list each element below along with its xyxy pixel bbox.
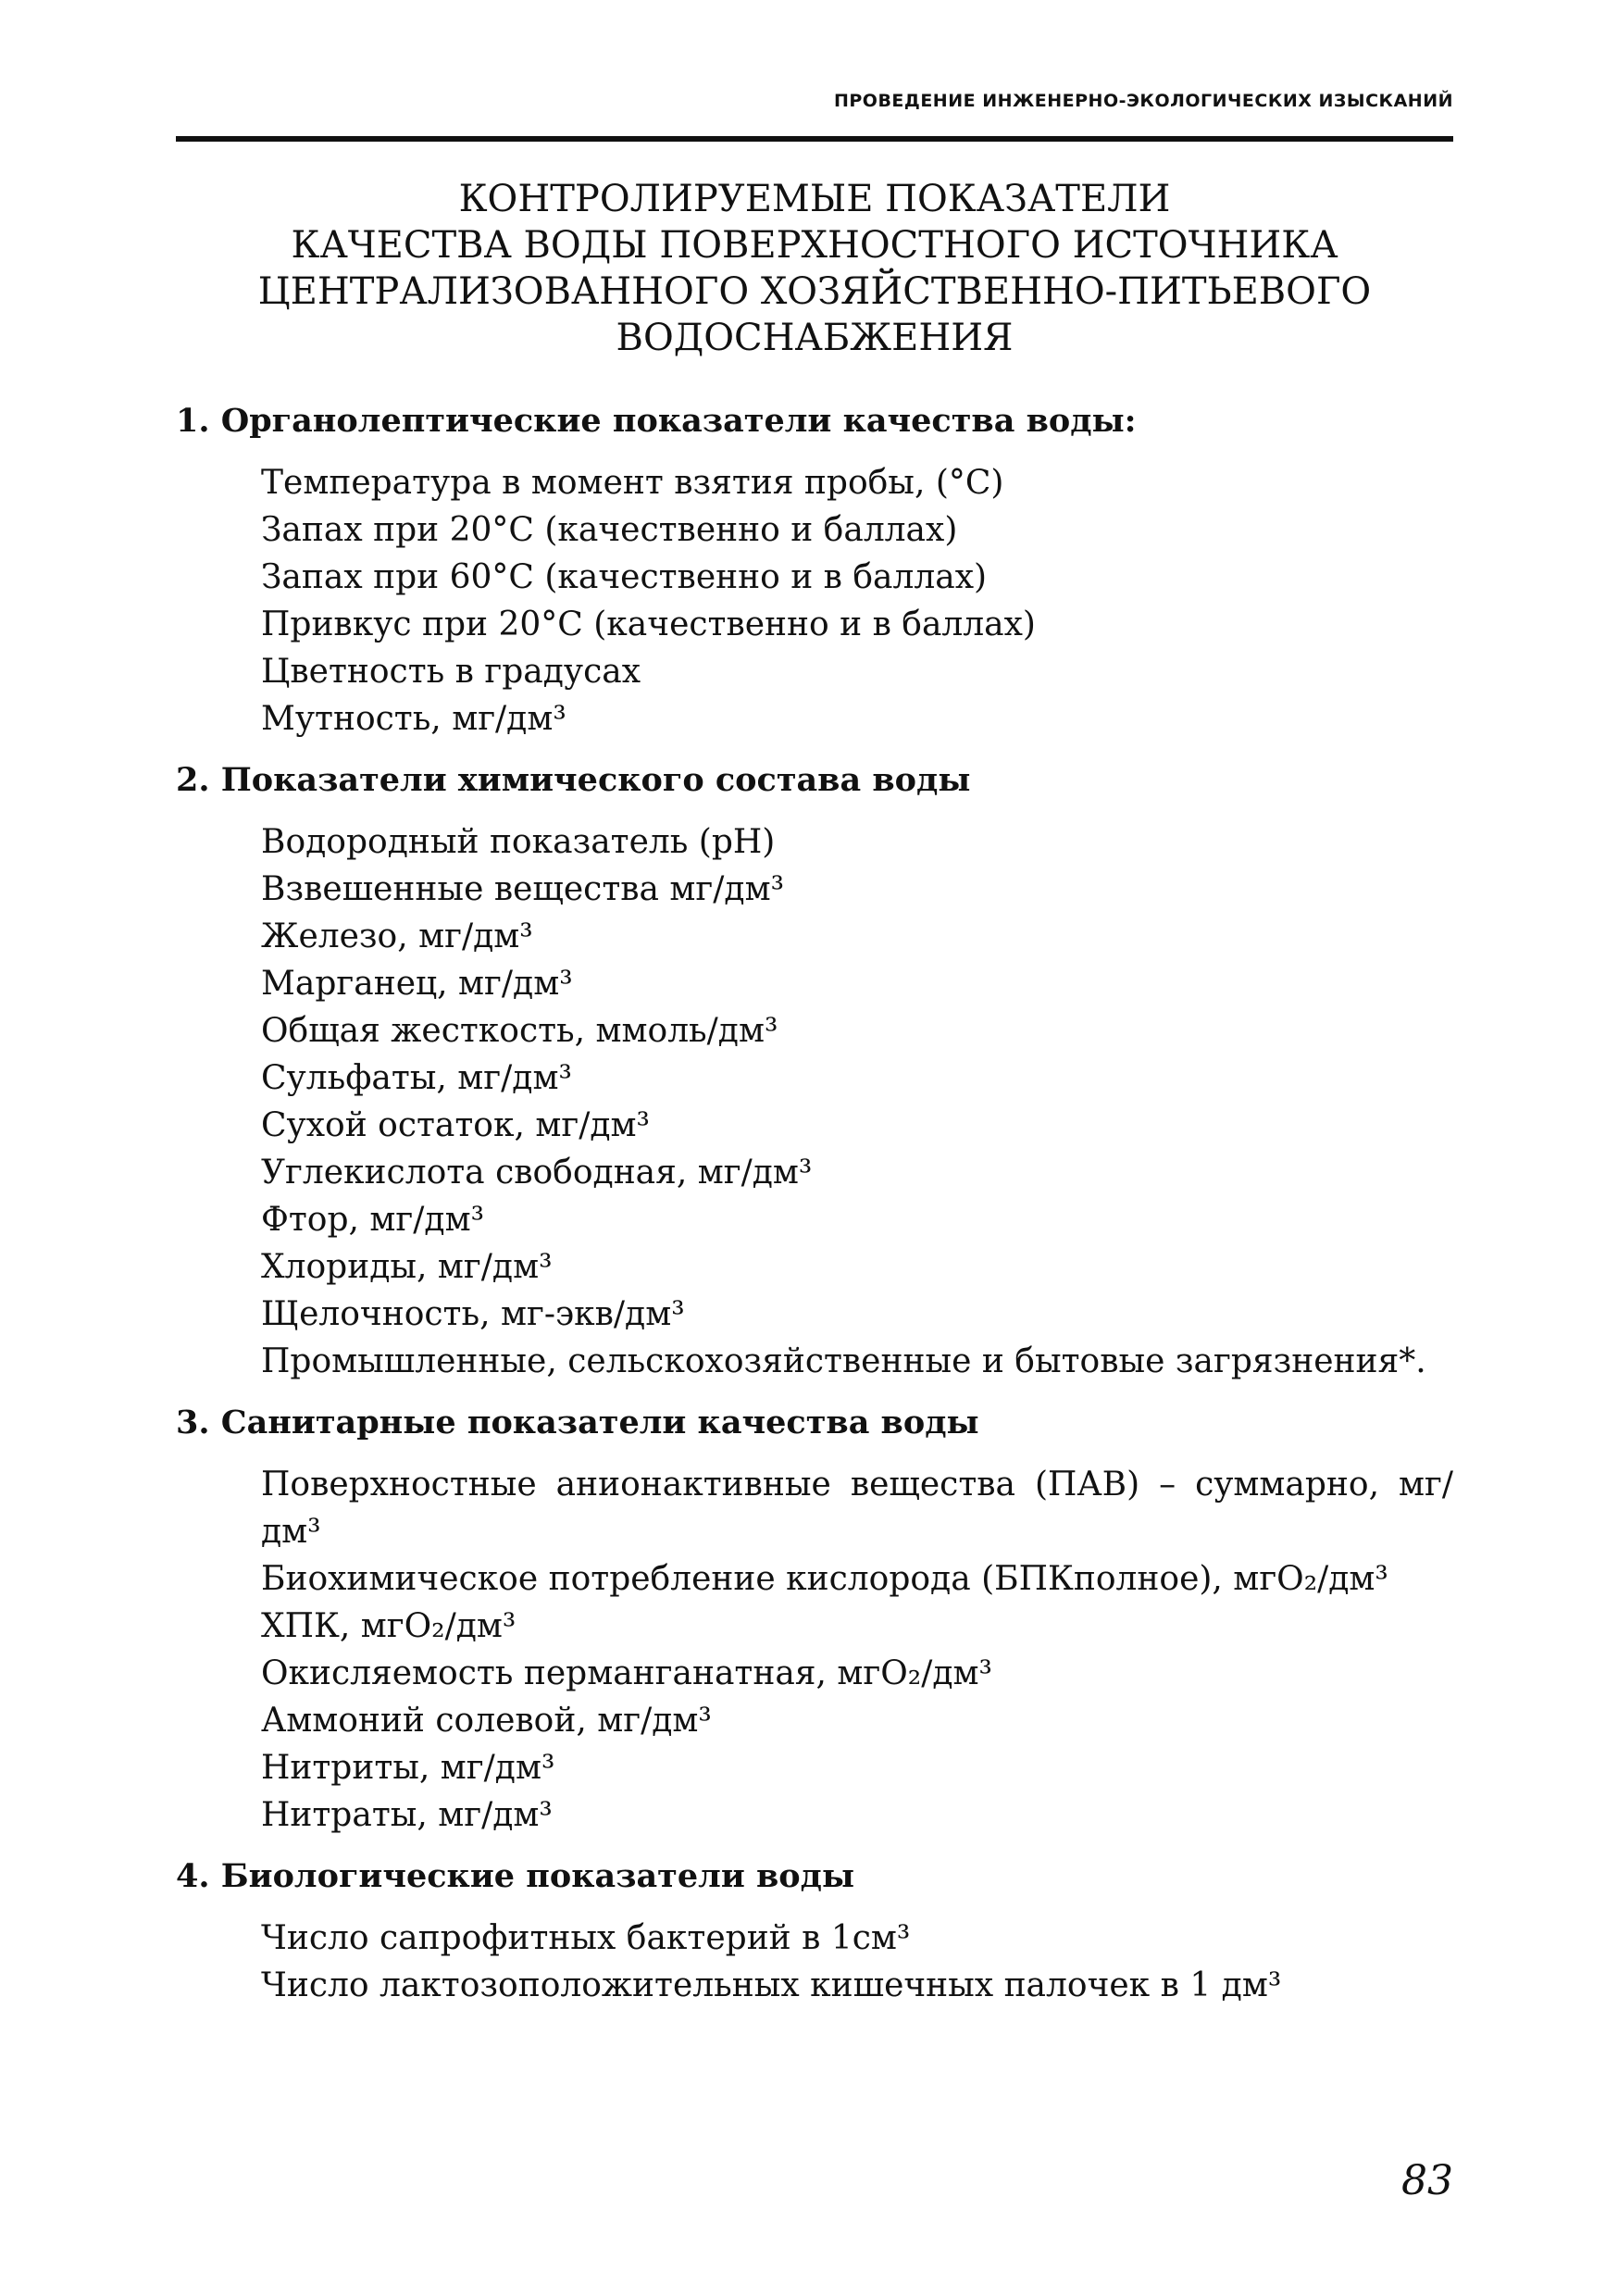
page-number: 83 (1401, 2157, 1453, 2204)
indicator-item: Биохимическое потребление кислорода (БПКполное), мгО₂/дм³ (261, 1560, 1388, 1598)
indicator-sections (176, 398, 1453, 2024)
indicator-item: Марганец, мг/дм³ (261, 965, 573, 1003)
indicator-item: Нитраты, мг/дм³ (261, 1796, 553, 1834)
indicator-item: Сульфаты, мг/дм³ (261, 1059, 572, 1097)
indicator-item: Щелочность, мг-экв/дм³ (261, 1295, 685, 1333)
indicator-item: Мутность, мг/дм³ (261, 700, 566, 738)
section-sanitary (176, 1400, 1453, 1839)
indicator-item: Привкус при 20°С (качественно и в баллах) (261, 605, 1036, 643)
indicator-item: Поверхностные анионактивные вещества (ПАВ) – суммарно, мг/дм³ (261, 1466, 1453, 1551)
running-head: ПРОВЕДЕНИЕ ИНЖЕНЕРНО-ЭКОЛОГИЧЕСКИХ ИЗЫСКАНИЙ (833, 91, 1453, 111)
indicator-item: Железо, мг/дм³ (261, 917, 533, 955)
title-line: ВОДОСНАБЖЕНИЯ (616, 317, 1014, 359)
section-heading: 1. Органолептические показатели качества воды: (176, 402, 1137, 440)
indicator-item: Углекислота свободная, мг/дм³ (261, 1154, 813, 1192)
indicator-item: Цветность в градусах (261, 653, 641, 691)
section-heading: 3. Санитарные показатели качества воды (176, 1404, 979, 1441)
title-line: КОНТРОЛИРУЕМЫЕ ПОКАЗАТЕЛИ (458, 178, 1171, 220)
indicator-item: Водородный показатель (pH) (261, 823, 776, 861)
indicator-item: ХПК, мгО₂/дм³ (261, 1607, 517, 1645)
title-line: КАЧЕСТВА ВОДЫ ПОВЕРХНОСТНОГО ИСТОЧНИКА (291, 224, 1338, 267)
section-organoleptic (176, 398, 1453, 742)
indicator-list (176, 1915, 1453, 2009)
indicator-item: Сухой остаток, мг/дм³ (261, 1106, 650, 1144)
section-heading: 2. Показатели химического состава воды (176, 761, 971, 799)
indicator-item: Хлориды, мг/дм³ (261, 1248, 553, 1286)
indicator-list (176, 459, 1453, 742)
indicator-item: Число лактозоположительных кишечных палочек в 1 дм³ (261, 1966, 1282, 2004)
section-heading: 4. Биологические показатели воды (176, 1857, 855, 1895)
indicator-item: Запах при 20°С (качественно и баллах) (261, 511, 958, 549)
indicator-item: Аммоний солевой, мг/дм³ (261, 1702, 712, 1740)
indicator-item: Окисляемость перманганатная, мгО₂/дм³ (261, 1654, 992, 1692)
indicator-item: Запах при 60°С (качественно и в баллах) (261, 558, 988, 596)
indicator-item: Общая жесткость, ммоль/дм³ (261, 1012, 778, 1050)
indicator-list (176, 818, 1453, 1385)
page-title (176, 176, 1453, 361)
indicator-item: Температура в момент взятия пробы, (°С) (261, 464, 1004, 502)
indicator-item: Нитриты, мг/дм³ (261, 1749, 555, 1787)
header-rule (176, 136, 1453, 142)
title-line: ЦЕНТРАЛИЗОВАННОГО ХОЗЯЙСТВЕННО-ПИТЬЕВОГО (257, 270, 1372, 313)
indicator-item: Число сапрофитных бактерий в 1см³ (261, 1919, 911, 1957)
indicator-item: Взвешенные вещества мг/дм³ (261, 870, 785, 908)
section-chemical (176, 757, 1453, 1385)
indicator-list (176, 1461, 1453, 1839)
indicator-item: Фтор, мг/дм³ (261, 1201, 484, 1239)
section-biological (176, 1853, 1453, 2009)
indicator-item: Промышленные, сельскохозяйственные и бытовые загрязнения*. (261, 1342, 1426, 1380)
